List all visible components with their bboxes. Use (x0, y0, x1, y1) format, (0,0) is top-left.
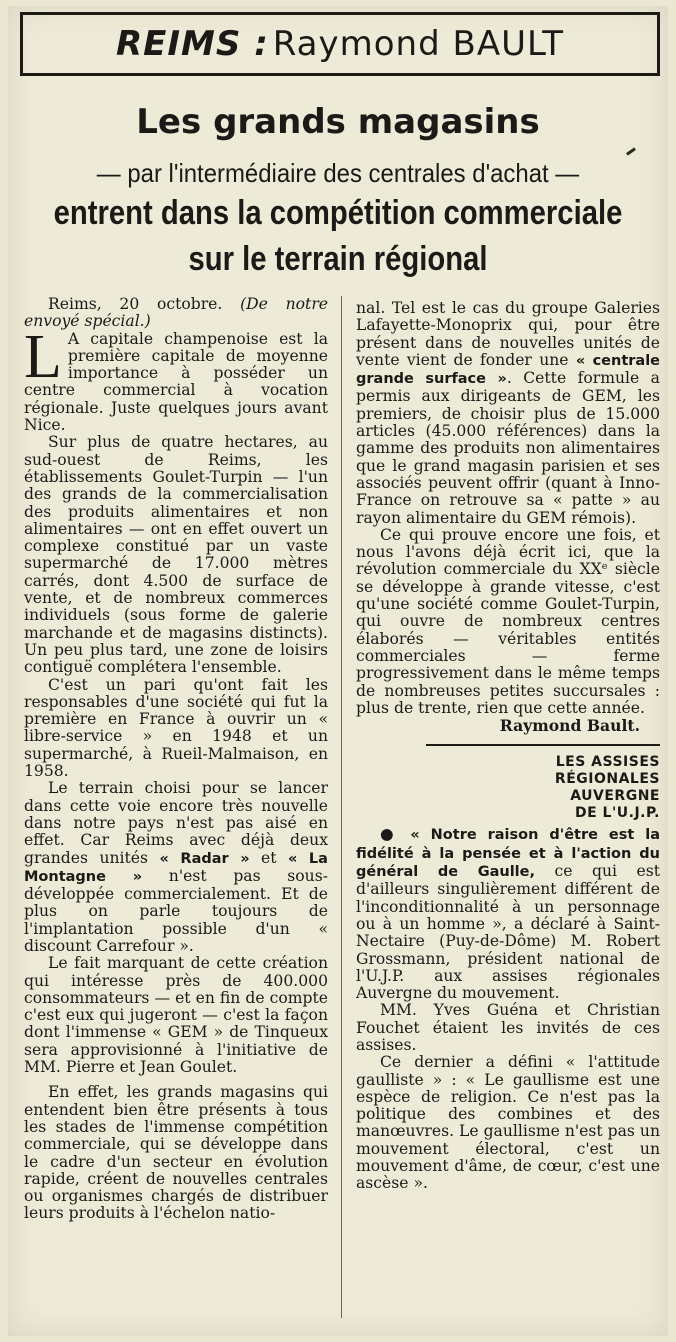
sidebar-paragraph-1-text: ce qui est d'ailleurs singulièrement différent de l'inconditionnalité à un personnage ou à un homme », a déclaré à Saint-Nectaire (Puy-de-Dôme) M. Robert Grossmann, président national de l'U.J.P. aux assises régionales Auvergne du mouvement. (356, 862, 661, 1003)
sidebar-paragraph-2: MM. Yves Guéna et Christian Fouchet étaient les invités de ces assises. (356, 1001, 660, 1054)
paragraph-4-text-a: Le terrain choisi pour se lancer dans cette voie encore très nouvelle dans notre pays n'est pas aisé en effet. Car Reims avec déjà deux grandes unités (24, 779, 328, 867)
section-divider (426, 744, 660, 746)
radar-name: « Radar » (159, 850, 250, 867)
dateline-place: Reims, 20 octobre. (48, 295, 223, 313)
byline-author: Raymond BAULT (272, 24, 564, 64)
article-paragraph-7: Ce qui prouve encore une fois, et nous l'avons déjà écrit ici, que la révolution commerciale du XXᵉ siècle se développe à grande vitesse, c'est qu'une société comme Goulet-Turpin, qui ouvre de nombreux centres élaborés — véritables entités commerciales — ferme progressivement dans le même temps de nombreuses petites succursales : plus de trente, rien que cette année. (356, 525, 660, 717)
paragraph-6-cont-b: . Cette formule a permis aux dirigeants de GEM, les premiers, de choisir plus de 15.000 articles (45.000 références) dans la gamme des produits non alimentaires que le grand magasin parisien et ses associés peuvent offrir (quant à Inno-France on retrouve sa « patte » au rayon alimentaire du GEM rémois). (356, 369, 660, 527)
article-paragraph-6: En effet, les grands magasins qui entendent bien être présents à tous les stades de l'immense compétition commerciale, qui se développe dans le cadre d'un secteur en évolution rapide, créent de nouvelles centrales ou organismes chargés de distribuer leurs produits à l'échelon natio- (24, 1083, 328, 1223)
sidebar-title-line-4: DE L'U.J.P. (575, 805, 660, 822)
article-paragraph-5: Le fait marquant de cette création qui intéresse près de 400.000 consommateurs — et en fin de compte c'est eux qui jugeront — c'est la façon dont l'immense « GEM » de Tinqueux sera approvisionné à l'initiative de MM. Pierre et Jean Goulet. (24, 954, 328, 1077)
la-montagne-name: « La Montagne » (24, 850, 328, 885)
column-rule (341, 296, 342, 1318)
sidebar-paragraph-1 (356, 826, 660, 1002)
sidebar-title-line-1: LES ASSISES (555, 754, 660, 771)
article-paragraph-1 (24, 322, 328, 435)
bullet-icon: ● (380, 825, 400, 844)
sidebar-title (356, 754, 660, 822)
dateline-note: (De notre envoyé spécial.) (24, 295, 328, 331)
paragraph-6-cont-a: nal. Tel est le cas du groupe Galeries Lafayette-Monoprix qui, pour être présent dans de nouvelles unités de vente vient de fonder une (356, 299, 660, 369)
sidebar-title-line-2: RÉGIONALES (554, 771, 660, 788)
byline-city: REIMS : (115, 24, 269, 64)
signature: Raymond Bault. (499, 716, 640, 736)
dateline (24, 296, 328, 331)
byline-box (20, 12, 660, 76)
paragraph-4-text-b: et (249, 848, 289, 867)
article-paragraph-2: Sur plus de quatre hectares, au sud-ouest de Reims, les établissements Goulet-Turpin — l'un des grands de la commercialisation des produits alimentaires et non alimentaires — ont en effet ouvert un complexe constitué par un vaste supermarché de 17.000 mètres carrés, dont 4.500 de surface de vente, et de nombreux commerces individuels (sous forme de galerie marchande et de magasins distincts). Un peu plus tard, une zone de loisirs contiguë complétera l'ensemble. (24, 433, 328, 677)
headline-main: Les grands magasins (136, 102, 540, 142)
article-column-1 (24, 296, 328, 1223)
headline-sub: — par l'intermédiaire des centrales d'achat — (96, 158, 580, 188)
article-paragraph-4 (24, 780, 328, 955)
sidebar-paragraph-3: Ce dernier a défini « l'attitude gaulliste » : « Le gaullisme est une espèce de religion. Ce n'est pas la politique des combines et des manœuvres. Le gaullisme n'est pas un mouvement électoral, c'est un mouvement d'âme, de cœur, c'est une ascèse ». (356, 1053, 660, 1193)
paragraph-1-text: A capitale champenoise est la première capitale de moyenne importance à posséder un centre commercial à vocation régionale. Juste quelques jours avant Nice. (24, 329, 328, 435)
paragraph-4-text-c: n'est pas sous-développée commercialement. Et de plus on parle toujours de l'implantation possible d'un « discount Carrefour ». (24, 866, 329, 955)
article-paragraph-3: C'est un pari qu'ont fait les responsables d'une société qui fut la première en France à ouvrir un « libre-service » en 1948 et un supermarché, à Rueil-Malmaison, en 1958. (24, 675, 328, 781)
headline-line-3: entrent dans la compétition commerciale (53, 194, 623, 232)
headline-line-4: sur le terrain régional (188, 240, 488, 278)
article-paragraph-6-continued (356, 300, 660, 527)
centrale-grande-surface: « centrale grande surface » (356, 352, 660, 388)
drop-cap: L (24, 322, 62, 391)
article-column-2 (356, 300, 660, 1193)
sidebar-title-line-3: AUVERGNE (570, 788, 660, 805)
sidebar-lead-quote: « Notre raison d'être est la fidélité à la pensée et à l'action du général de Gaulle, (356, 827, 660, 881)
